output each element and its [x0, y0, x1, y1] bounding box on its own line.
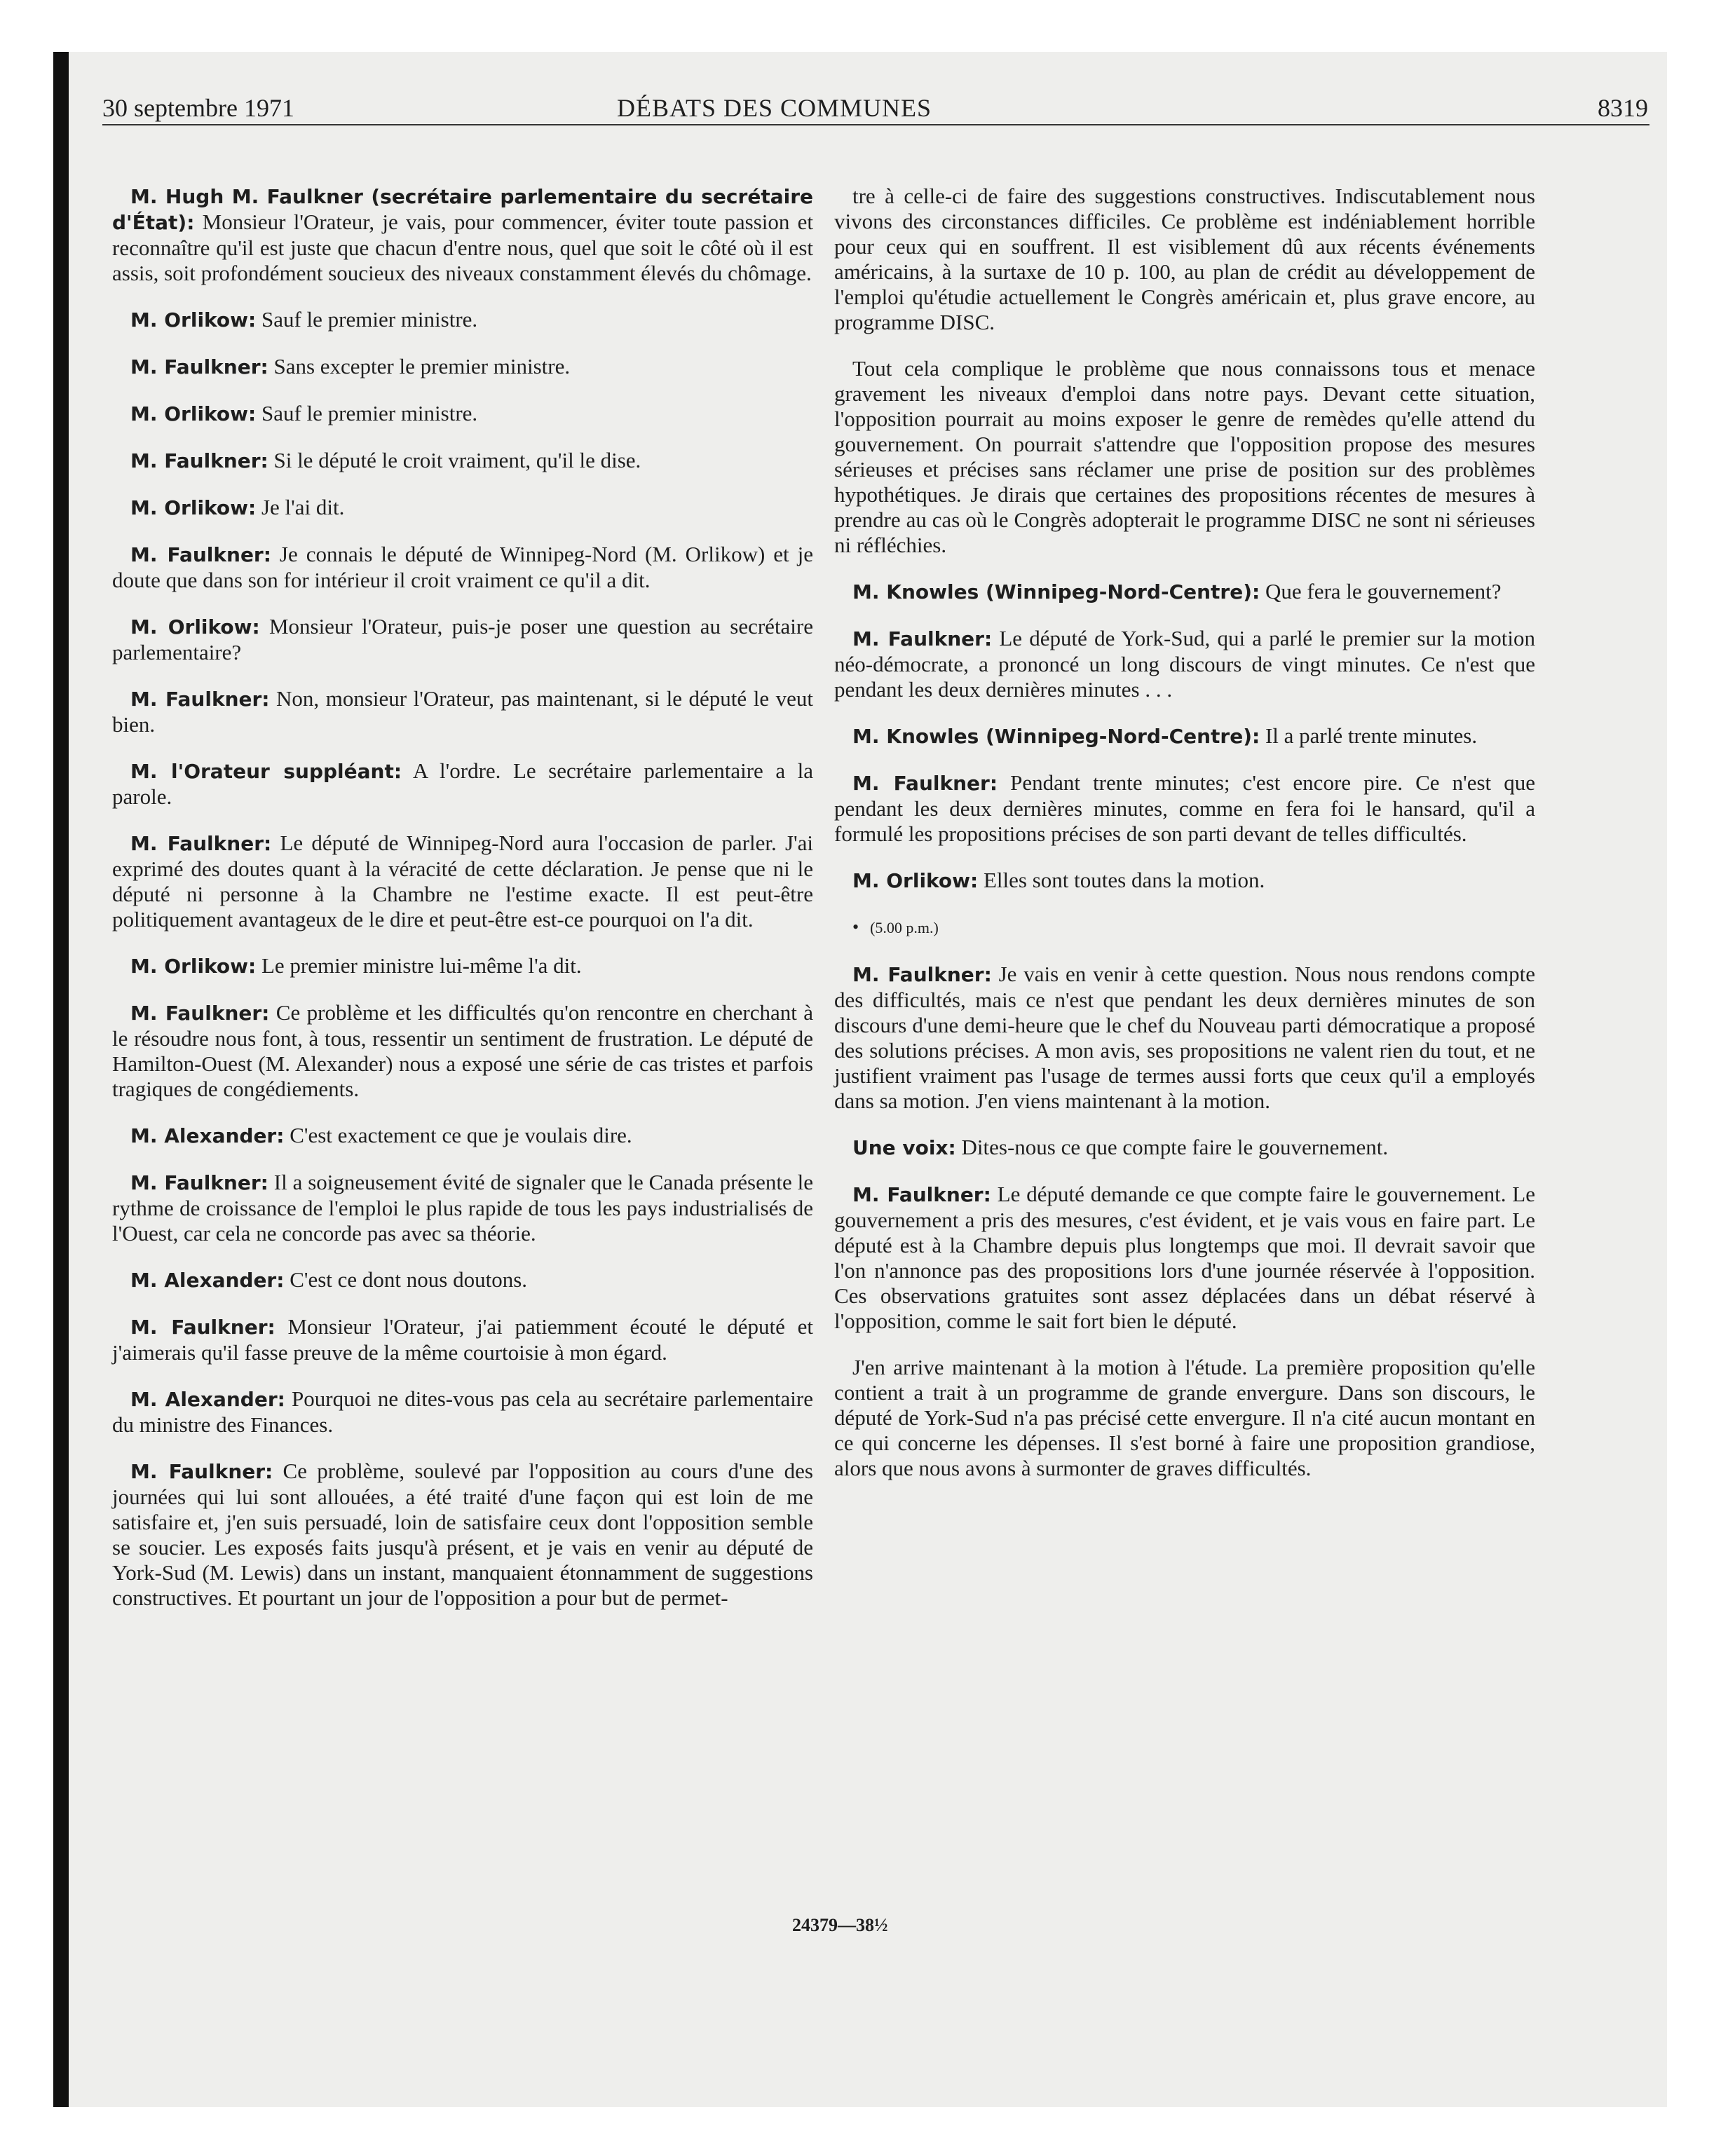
header-date: 30 septembre 1971: [102, 94, 294, 122]
speech-paragraph: [112, 953, 813, 979]
speaker-name: M. Faulkner:: [130, 355, 268, 378]
speaker-name: M. Orlikow:: [130, 955, 257, 978]
speech-text: Monsieur l'Orateur, puis-je poser une question au secrétaire parlementaire?: [112, 614, 814, 664]
speech-text: Le député de York-Sud, qui a parlé le premier sur la motion néo-démocrate, a prononcé un long discours de vingt minutes. Ce n'est que pendant les deux dernières minutes . . .: [834, 626, 1536, 702]
speech-text: Pourquoi ne dites-vous pas cela au secrétaire parlementaire du ministre des Finances.: [112, 1386, 814, 1437]
speech-text: Que fera le gouvernement?: [1265, 579, 1502, 603]
speech-paragraph: [112, 307, 813, 333]
speech-text: tre à celle-ci de faire des suggestions constructives. Indiscutablement nous vivons des circonstances difficiles. Ce problème est indéniablement horrible pour ceux qui en souffrent. Il est visiblement dû aux récents événements américains, à la surtaxe de 10 p. 100, au plan de crédit au développement de l'emploi qu'étudie actuellement le Congrès américain et, plus grave encore, au programme DISC.: [834, 184, 1535, 334]
speech-text: Le député demande ce que compte faire le gouvernement. Le gouvernement a pris des mesures, c'est évident, et je vais vous en faire part. Le député est à la Chambre depuis plus longtemps que moi. Il devrait savoir que l'on n'annonce pas des propositions lors d'une journée réservée à l'opposition. Ces observations gratuites sont assez déplacées dans un débat réservé à l'opposition, comme le sait fort bien le député.: [834, 1182, 1535, 1333]
speech-paragraph: [112, 448, 813, 474]
speech-paragraph: [834, 356, 1535, 558]
speech-paragraph: [112, 614, 813, 665]
speech-text: Sauf le premier ministre.: [261, 307, 478, 332]
speaker-name: M. Faulkner:: [130, 449, 268, 472]
speech-text: Pendant trente minutes; c'est encore pire. Ce n'est que pendant les deux dernières minutes, comme en fera foi le hansard, qu'il a formulé les propositions précises de son parti devant de telles difficultés.: [834, 770, 1535, 846]
speech-paragraph: [112, 1386, 813, 1438]
speech-text: Sans excepter le premier ministre.: [273, 354, 571, 378]
left-column: [112, 184, 813, 1632]
speech-paragraph: [112, 758, 813, 810]
speech-paragraph: [834, 962, 1535, 1114]
speech-text: Dites-nous ce que compte faire le gouvernement.: [961, 1135, 1389, 1159]
speech-text: Ce problème, soulevé par l'opposition au cours d'une des journées qui lui sont allouées, a été traité d'une façon qui est loin de me satisfaire et, j'en suis persuadé, loin de satisfaire ceux dont l'opposition semble se soucier. Les exposés faits jusqu'à présent, et je vais en venir au député de York-Sud (M. Lewis) dans un instant, manquaient étonnamment de suggestions constructives. Et pourtant un jour de l'opposition a pour but de permet-: [112, 1459, 813, 1610]
time-note: [834, 915, 1535, 941]
time-note-text: (5.00 p.m.): [870, 919, 939, 936]
speech-paragraph: [834, 184, 1535, 335]
speech-paragraph: [834, 579, 1535, 605]
speaker-name: M. Faulkner:: [130, 1460, 273, 1483]
speaker-name: M. l'Orateur suppléant:: [130, 760, 402, 783]
speaker-name: M. Orlikow:: [852, 869, 979, 892]
speech-text: J'en arrive maintenant à la motion à l'étude. La première proposition qu'elle contient a trait à un programme de grande envergure. Dans son discours, le député de York-Sud n'a pas précisé cette envergure. Il n'a cité aucun montant en ce qui concerne les dépenses. Il s'est borné à faire une proposition grandiose, alors que nous avons à surmonter de graves difficultés.: [834, 1355, 1535, 1480]
speaker-name: M. Knowles (Winnipeg-Nord-Centre):: [852, 725, 1260, 748]
speech-text: Ce problème et les difficultés qu'on rencontre en cherchant à le résoudre nous font, à tous, ressentir un sentiment de frustration. Le député de Hamilton-Ouest (M. Alexander) nous a exposé une série de cas tristes et parfois tragiques de congédiements.: [112, 1000, 814, 1101]
speech-paragraph: [112, 354, 813, 380]
speaker-name: M. Alexander:: [130, 1269, 285, 1292]
speaker-name: M. Faulkner:: [130, 832, 272, 855]
speaker-name: M. Faulkner:: [130, 1002, 270, 1025]
speech-paragraph: [834, 626, 1535, 702]
speech-paragraph: [112, 542, 813, 593]
speech-paragraph: [834, 770, 1535, 847]
header-rule: [102, 124, 1649, 125]
speech-text: Si le député le croit vraiment, qu'il le dise.: [273, 448, 641, 472]
speech-paragraph: [112, 1314, 813, 1365]
speaker-name: M. Orlikow:: [130, 496, 257, 519]
speech-paragraph: [112, 401, 813, 427]
speaker-name: M. Faulkner:: [852, 627, 993, 650]
header-title: DÉBATS DES COMMUNES: [617, 94, 932, 122]
speech-paragraph: [112, 1459, 813, 1611]
speaker-name: M. Faulkner:: [130, 1316, 275, 1339]
speaker-name: Une voix:: [852, 1136, 956, 1159]
speaker-name: M. Faulkner:: [130, 688, 270, 711]
speech-paragraph: [112, 831, 813, 932]
speech-text: Sauf le premier ministre.: [261, 401, 478, 425]
speech-text: Je connais le député de Winnipeg-Nord (M. Orlikow) et je doute que dans son for intérieur il croit vraiment ce qu'il a dit.: [112, 542, 813, 592]
speech-text: Tout cela complique le problème que nous connaissons tous et menace gravement les niveaux d'emploi dans notre pays. Devant cette situation, l'opposition pourrait au moins exposer le genre de remèdes qu'elle attend du gouvernement. On pourrait s'attendre que l'opposition propose des mesures sérieuses et précises sans réclamer une prise de position sur des problèmes hypothétiques. Je dirais que certaines des propositions récentes de mesures à prendre au cas où le Congrès adopterait le programme DISC ne sont ni sérieuses ni réfléchies.: [834, 356, 1535, 557]
speech-paragraph: [834, 1182, 1535, 1334]
speech-text: Monsieur l'Orateur, j'ai patiemment écouté le député et j'aimerais qu'il fasse preuve de la même courtoisie à mon égard.: [112, 1314, 814, 1365]
speaker-name: M. Faulkner:: [852, 963, 992, 986]
speaker-name: M. Alexander:: [130, 1388, 285, 1411]
speech-text: Je vais en venir à cette question. Nous nous rendons compte des difficultés, mais ce n'est que pendant les deux dernières minutes de son discours d'une demi-heure que le chef du Nouveau parti démocratique a proposé des solutions précises. A mon avis, ses propositions ne valent rien du tout, et ne justifient vraiment pas l'usage de termes aussi forts que ceux qu'il a employés dans sa motion. J'en viens maintenant à la motion.: [834, 962, 1535, 1113]
speech-text: Monsieur l'Orateur, je vais, pour commencer, éviter toute passion et reconnaître qu'il est juste que chacun d'entre nous, quel que soit le côté où il est assis, soit profondément soucieux des niveaux constamment élevés du chômage.: [112, 210, 813, 285]
speech-text: Non, monsieur l'Orateur, pas maintenant, si le député le veut bien.: [112, 686, 813, 737]
speech-text: C'est exactement ce que je voulais dire.: [290, 1123, 632, 1147]
speech-paragraph: [834, 723, 1535, 749]
right-column: [834, 184, 1535, 1502]
speech-paragraph: [112, 1123, 813, 1149]
speaker-name: M. Faulkner:: [852, 772, 998, 795]
speech-text: Je l'ai dit.: [261, 495, 345, 519]
speaker-name: M. Alexander:: [130, 1124, 285, 1147]
speech-paragraph: [112, 1170, 813, 1246]
speech-paragraph: [112, 1267, 813, 1293]
speaker-name: M. Orlikow:: [130, 615, 260, 639]
speech-paragraph: [834, 1135, 1535, 1161]
speech-text: Le député de Winnipeg-Nord aura l'occasion de parler. J'ai exprimé des doutes quant à la véracité de cette déclaration. Je pense que ni le député ni personne à la Chambre ne l'estime exacte. Il est peut-être politiquement avantageux de le dire et peut-être est-ce pourquoi on l'a dit.: [112, 831, 814, 932]
speech-text: Le premier ministre lui-même l'a dit.: [261, 953, 582, 978]
speaker-name: M. Faulkner:: [130, 1171, 268, 1194]
footer-signature: 24379—38½: [792, 1915, 888, 1935]
speech-paragraph: [112, 495, 813, 521]
bullet-icon: •: [852, 917, 859, 937]
speech-paragraph: [834, 868, 1535, 894]
speech-text: A l'ordre. Le secrétaire parlementaire a la parole.: [112, 758, 813, 809]
speaker-name: M. Orlikow:: [130, 308, 257, 332]
speech-text: Il a soigneusement évité de signaler que le Canada présente le rythme de croissance de l'emploi le plus rapide de tous les pays industrialisés de l'Ouest, car cela ne concorde pas avec sa théorie.: [112, 1170, 814, 1246]
binding-edge: [53, 52, 69, 2107]
speaker-name: M. Hugh M. Faulkner (secrétaire parlementaire du secrétaire d'État):: [112, 185, 813, 234]
speech-paragraph: [112, 184, 813, 286]
speaker-name: M. Faulkner:: [130, 543, 271, 566]
speech-text: Il a parlé trente minutes.: [1265, 723, 1478, 748]
speaker-name: M. Knowles (Winnipeg-Nord-Centre):: [852, 580, 1260, 603]
speech-paragraph: [834, 1355, 1535, 1481]
header-page-number: 8319: [1598, 94, 1648, 122]
speech-text: Elles sont toutes dans la motion.: [983, 868, 1265, 892]
speaker-name: M. Orlikow:: [130, 402, 257, 425]
speech-paragraph: [112, 686, 813, 737]
speaker-name: M. Faulkner:: [852, 1183, 991, 1206]
speech-paragraph: [112, 1000, 813, 1102]
speech-text: C'est ce dont nous doutons.: [290, 1267, 528, 1292]
